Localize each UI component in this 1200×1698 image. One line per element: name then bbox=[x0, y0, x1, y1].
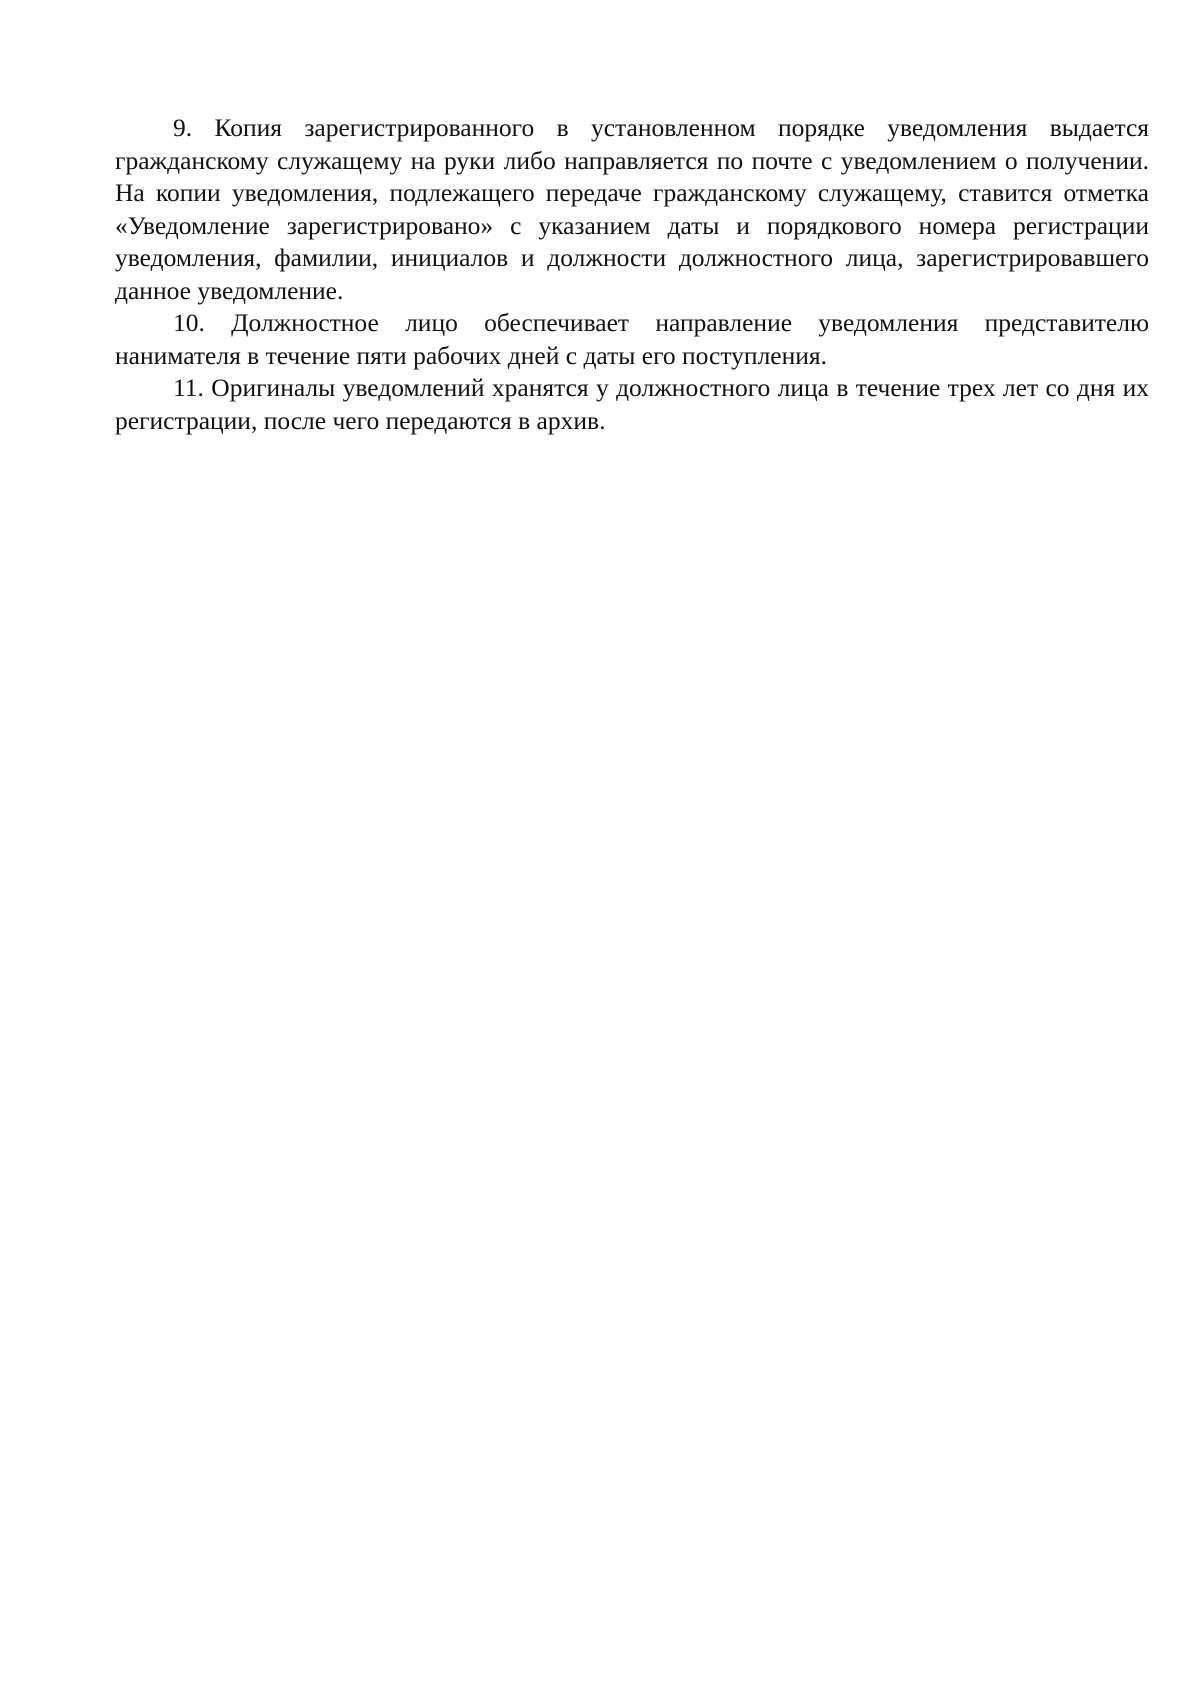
paragraph-9: 9. Копия зарегистрированного в установленном порядке уведомления выдается гражданскому служащему на руки либо направляется по почте с уведомлением о получении. На копии уведомления, подлежащего передаче гражданскому служащему, ставится отметка «Уведомление зарегистрировано» с указанием даты и порядкового номера регистрации уведомления, фамилии, инициалов и должности должностного лица, зарегистрировавшего данное уведомление. bbox=[115, 113, 1149, 305]
paragraph-10: 10. Должностное лицо обеспечивает направление уведомления представителю нанимателя в течение пяти рабочих дней с даты его поступления. bbox=[115, 308, 1149, 370]
paragraph-11: 11. Оригиналы уведомлений хранятся у должностного лица в течение трех лет со дня их регистрации, после чего передаются в архив. bbox=[115, 373, 1149, 435]
document-body bbox=[115, 112, 1149, 437]
